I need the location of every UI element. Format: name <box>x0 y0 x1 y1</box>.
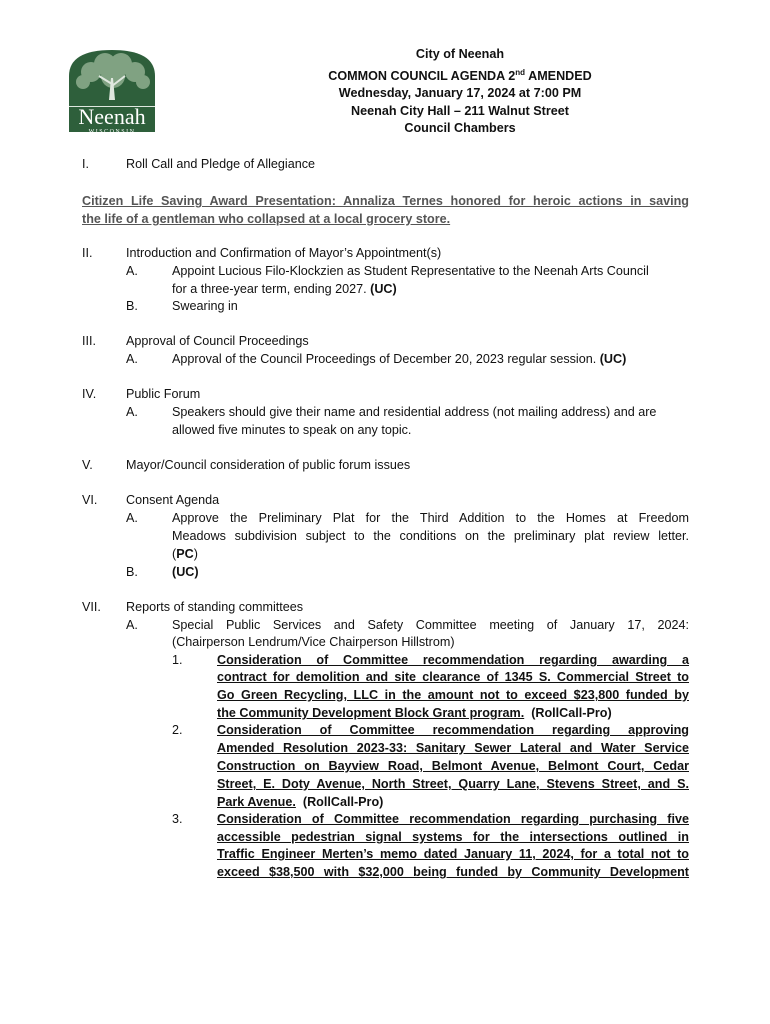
item-vii-a-3-number: 3. <box>172 812 183 826</box>
item-vi-a-letter: A. <box>126 511 138 525</box>
item-vii-a-line1: Special Public Services and Safety Committee meeting of January 17, 2024: <box>172 618 689 632</box>
item-vii-a-3-line4: exceed $38,500 with $32,000 being funded by Community Development <box>217 865 689 879</box>
item-vii-a-1-number: 1. <box>172 653 183 667</box>
item-i-number: I. <box>82 157 89 171</box>
header-title: COMMON COUNCIL AGENDA 2nd AMENDED <box>328 67 592 83</box>
header-city: City of Neenah <box>415 47 505 61</box>
item-vii-number: VII. <box>82 600 101 614</box>
item-vii-a-1-line4: the Community Development Block Grant program. (RollCall-Pro) <box>217 706 612 720</box>
item-ii-a-letter: A. <box>126 264 138 278</box>
item-iv-a-line1: Speakers should give their name and residential address (not mailing address) and are <box>172 405 657 419</box>
item-vii-a-letter: A. <box>126 618 138 632</box>
item-vii-a-2-line1: Consideration of Committee recommendation regarding approving <box>217 723 689 737</box>
item-iii-a-letter: A. <box>126 352 138 366</box>
header-location: Neenah City Hall – 211 Walnut Street <box>351 103 569 118</box>
item-vi-a-line1: Approve the Preliminary Plat for the Third Addition to the Homes at Freedom <box>172 511 689 525</box>
item-vii-a-2-number: 2. <box>172 723 183 737</box>
item-vi-b-letter: B. <box>126 565 138 579</box>
item-vi-a-line2: Meadows subdivision subject to the conditions on the preliminary plat review letter. <box>172 529 689 543</box>
item-ii-number: II. <box>82 246 93 260</box>
neenah-logo <box>61 46 163 138</box>
award-presentation: Citizen Life Saving Award Presentation: Annaliza Ternes honored for heroic actions in saving the life of a gentleman who collapsed at a local grocery store. <box>82 194 689 226</box>
item-vi-a-line3: (PC) <box>172 547 198 561</box>
tree-logo-icon <box>61 46 163 138</box>
item-ii-b-letter: B. <box>126 299 138 313</box>
item-vii-a-2-line3: Construction on Bayview Road, Belmont Avenue, Belmont Court, Cedar <box>217 759 689 773</box>
logo-wordmark: Neenah <box>78 104 146 129</box>
item-vi-text: Consent Agenda <box>126 493 220 507</box>
item-i-text: Roll Call and Pledge of Allegiance <box>126 157 316 171</box>
header-date: Wednesday, January 17, 2024 at 7:00 PM <box>338 86 582 101</box>
item-iii-a-text: Approval of the Council Proceedings of December 20, 2023 regular session. (UC) <box>172 352 627 366</box>
item-vii-a-3-line1: Consideration of Committee recommendation regarding purchasing five <box>217 812 689 826</box>
item-vii-a-2-line5: Park Avenue. (RollCall-Pro) <box>217 795 384 809</box>
item-vii-a-3-line3: Traffic Engineer Merten’s memo dated January 11, 2024, for a total not to <box>217 847 689 861</box>
item-vii-a-2-line4: Street, E. Doty Avenue, North Street, Quarry Lane, Stevens Street, and S. <box>217 777 689 791</box>
item-vii-a-line2: (Chairperson Lendrum/Vice Chairperson Hillstrom) <box>172 635 455 649</box>
item-ii-text: Introduction and Confirmation of Mayor’s Appointment(s) <box>126 246 442 260</box>
agenda-header <box>180 46 740 138</box>
item-vii-a-1-line3: Go Green Recycling, LLC in the amount not to exceed $23,800 funded by <box>217 688 689 702</box>
item-vii-a-1-line1: Consideration of Committee recommendation regarding awarding a <box>217 653 689 667</box>
item-iii-text: Approval of Council Proceedings <box>126 334 309 348</box>
header-room: Council Chambers <box>404 121 516 136</box>
item-vii-text: Reports of standing committees <box>126 600 304 614</box>
item-vi-number: VI. <box>82 493 98 507</box>
item-iv-a-letter: A. <box>126 405 138 419</box>
item-v-text: Mayor/Council consideration of public forum issues <box>126 458 411 472</box>
item-vii-a-2-line2: Amended Resolution 2023-33: Sanitary Sewer Lateral and Water Service <box>217 741 689 755</box>
item-vii-a-1-line2: contract for demolition and site clearance of 1345 S. Commercial Street to <box>217 670 689 684</box>
item-ii-a-line1: Appoint Lucious Filo-Klockzien as Student Representative to the Neenah Arts Council <box>172 264 649 278</box>
item-v-number: V. <box>82 458 93 472</box>
item-iii-number: III. <box>82 334 96 348</box>
item-iv-text: Public Forum <box>126 387 201 401</box>
item-iv-a-line2: allowed five minutes to speak on any topic. <box>172 423 412 437</box>
item-vi-b-text: (UC) <box>172 565 199 579</box>
item-ii-b-text: Swearing in <box>172 299 238 313</box>
logo-subtext: WISCONSIN <box>88 129 136 135</box>
item-iv-number: IV. <box>82 387 97 401</box>
item-vii-a-3-line2: accessible pedestrian signal systems for the intersections outlined in <box>217 830 689 844</box>
item-ii-a-line2: for a three-year term, ending 2027. (UC) <box>172 282 397 296</box>
